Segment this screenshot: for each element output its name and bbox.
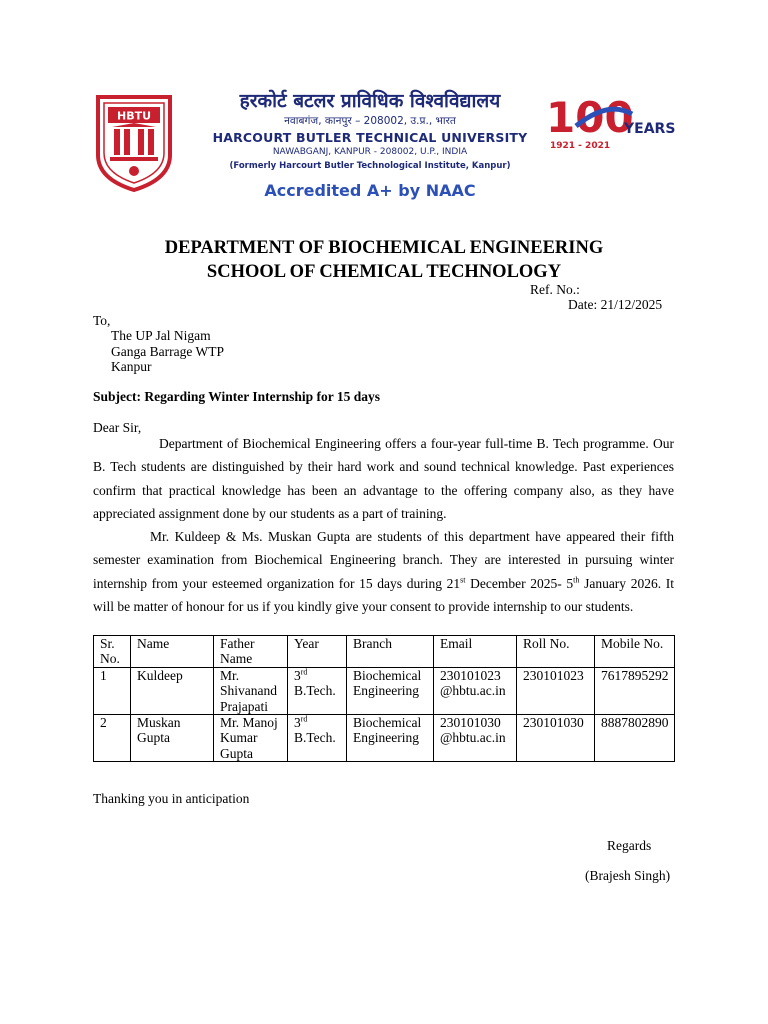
body-paragraph-2 [93, 525, 674, 618]
centenary-span: 1921 - 2021 [550, 141, 611, 151]
year-number: 3 [294, 715, 301, 731]
students-table [93, 635, 675, 762]
cell-branch: Biochemical Engineering [347, 715, 434, 762]
former-name: (Formerly Harcourt Butler Technological Institute, Kanpur) [229, 161, 511, 171]
body-paragraph-1: Department of Biochemical Engineering offers a four-year full-time B. Tech programme. Our B. Tech students are distinguished by their hard work and sound technical knowledge. Past experiences confirm that practical knowledge has been an advantage to the offering company also, as they have appreciated assignment done by our students as a part of training. [93, 436, 674, 521]
salutation: Dear Sir, [93, 420, 142, 435]
cell-father: Mr. Shivanand Prajapati [214, 667, 288, 714]
subject-line: Subject: Regarding Winter Internship for 15 days [93, 389, 381, 404]
cell-roll: 230101030 [517, 715, 595, 762]
cell-email: 230101030 @hbtu.ac.in [434, 715, 517, 762]
year-number: 3 [294, 667, 301, 683]
cell-name: Kuldeep [131, 667, 214, 714]
reference-number: Ref. No.: [530, 282, 580, 297]
header-year: Year [288, 636, 347, 668]
para2-sup-1: st [460, 575, 466, 585]
table-row [94, 715, 675, 762]
para2-text-a: Mr. Kuldeep & Ms. Muskan Gupta are students of this department have appeared their fifth semester examination from Biochemical Engineering branch. They are interested in pursuing winter internship from your esteemed organization for 15 days during 21 [93, 529, 674, 591]
year-program: B.Tech. [294, 683, 336, 699]
closing-thanks: Thanking you in anticipation [93, 791, 250, 806]
header-branch: Branch [347, 636, 434, 668]
university-address-hindi: नवाबगंज, कानपुर – 208002, उ.प्र., भारत [284, 115, 456, 127]
department-name: DEPARTMENT OF BIOCHEMICAL ENGINEERING [164, 238, 604, 258]
signatory-name: (Brajesh Singh) [585, 868, 671, 883]
year-suffix: rd [300, 667, 308, 677]
letter-date: Date: 21/12/2025 [568, 297, 663, 312]
table-header-row [94, 636, 675, 668]
closing-regards: Regards [607, 838, 652, 853]
cell-branch: Biochemical Engineering [347, 667, 434, 714]
cell-roll: 230101023 [517, 667, 595, 714]
university-name-hindi: हरकोर्ट बटलर प्राविधिक विश्वविद्यालय [239, 90, 501, 112]
para2-text-b: December 2025- 5 [465, 575, 574, 591]
cell-mobile: 8887802890 [595, 715, 675, 762]
university-address: NAWABGANJ, KANPUR - 208002, U.P., INDIA [272, 147, 468, 157]
letterhead-text [200, 90, 540, 201]
cell-sr: 2 [94, 715, 131, 762]
year-suffix: rd [300, 714, 308, 724]
recipient-line: Kanpur [111, 359, 152, 374]
cell-name: Muskan Gupta [131, 715, 214, 762]
header-mobile-no: Mobile No. [595, 636, 675, 668]
cell-father: Mr. Manoj Kumar Gupta [214, 715, 288, 762]
naac-accreditation: Accredited A+ by NAAC [264, 181, 476, 200]
to-label: To, [93, 313, 111, 328]
header-name: Name [131, 636, 214, 668]
header-roll-no: Roll No. [517, 636, 595, 668]
recipient-line: Ganga Barrage WTP [111, 343, 224, 359]
cell-email: 230101023 @hbtu.ac.in [434, 667, 517, 714]
para2-sup-2: th [573, 575, 580, 585]
school-name: SCHOOL OF CHEMICAL TECHNOLOGY [206, 262, 562, 282]
crest-text: HBTU [116, 109, 152, 123]
cell-mobile: 7617895292 [595, 667, 675, 714]
year-program: B.Tech. [294, 730, 336, 746]
recipient-address [111, 328, 224, 375]
table-row [94, 667, 675, 714]
header-email: Email [434, 636, 517, 668]
para2-text-c: January 2026. It will be matter of honour for us if you kindly give your consent to provide internship to our students. [93, 575, 674, 614]
header-sr-no: Sr. No. [94, 636, 131, 668]
cell-year [288, 715, 347, 762]
university-crest-logo [94, 93, 174, 193]
centenary-logo [546, 92, 680, 152]
centenary-number: 100 [546, 93, 634, 142]
department-heading [0, 236, 768, 284]
cell-year [288, 667, 347, 714]
university-name: HARCOURT BUTLER TECHNICAL UNIVERSITY [212, 130, 528, 145]
cell-sr: 1 [94, 667, 131, 714]
centenary-word: YEARS [624, 121, 676, 137]
recipient-line: The UP Jal Nigam [111, 328, 211, 343]
header-father-name: Father Name [214, 636, 288, 668]
